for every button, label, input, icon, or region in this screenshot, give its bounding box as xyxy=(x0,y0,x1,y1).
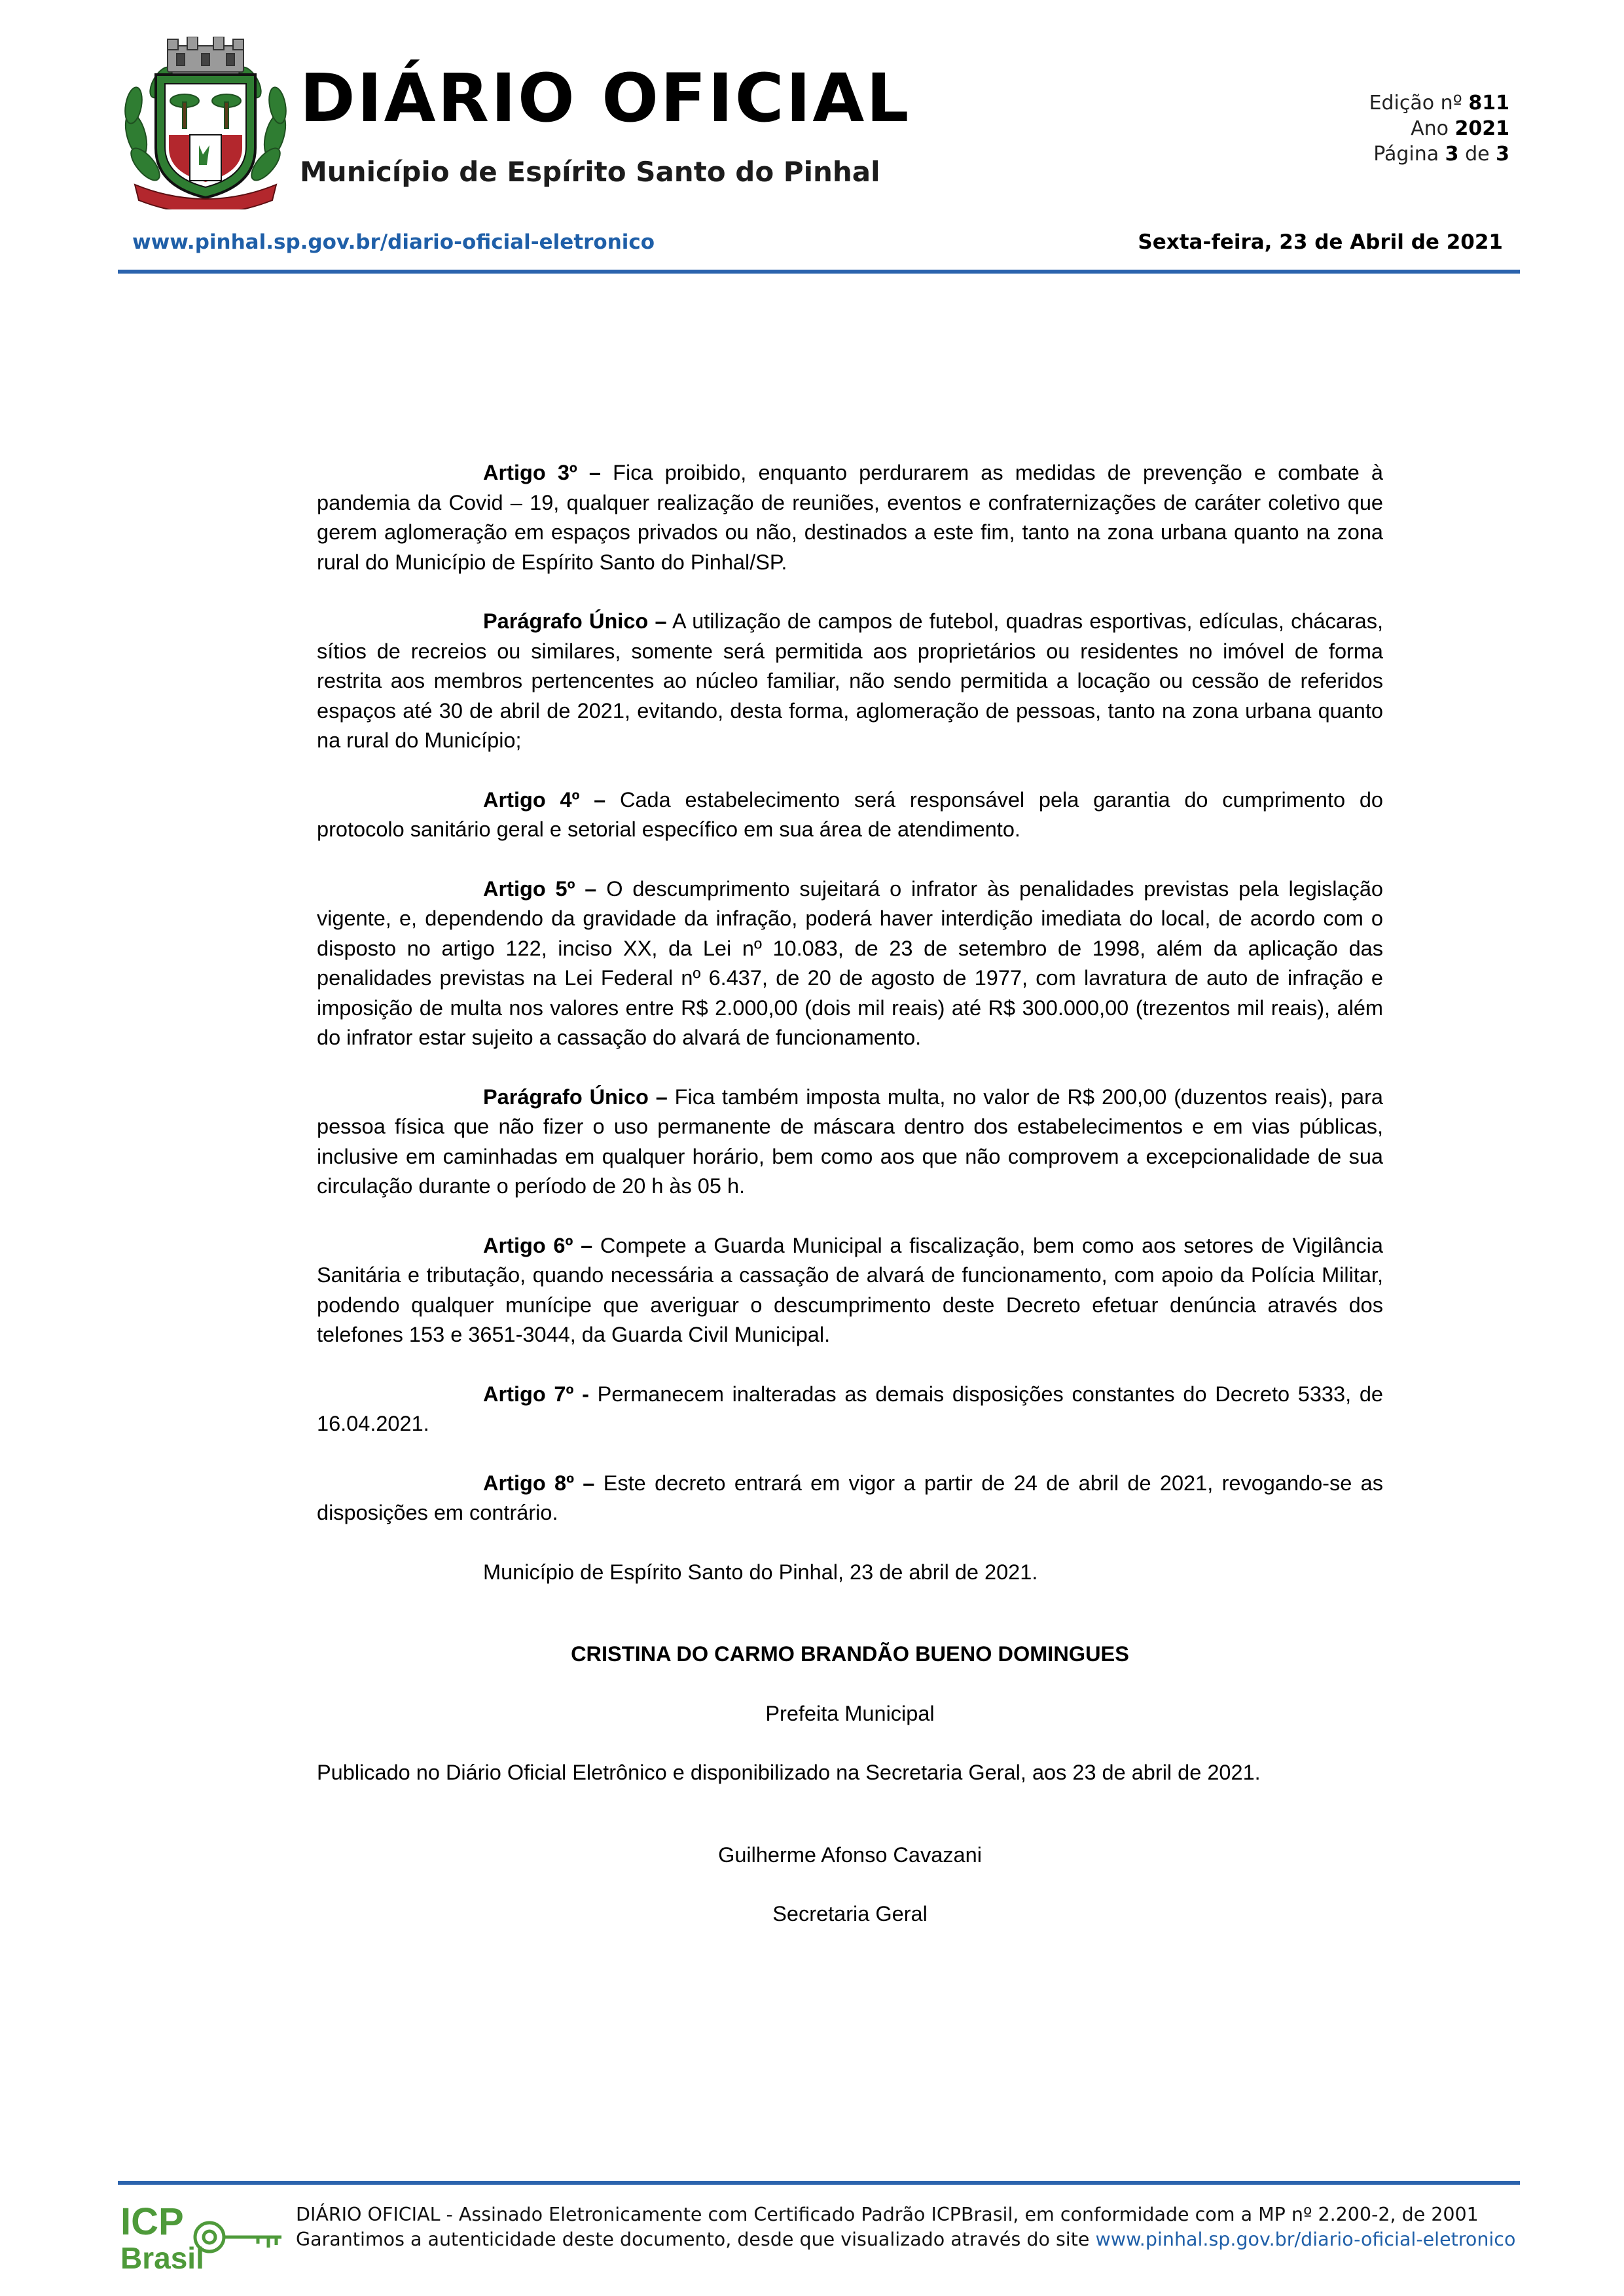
footer-text xyxy=(296,2202,1515,2252)
year-line xyxy=(1369,116,1509,141)
article-7-label: Artigo 7º - xyxy=(483,1382,589,1406)
icp-logo-bottom: Brasil xyxy=(120,2241,204,2272)
footer-line-2-prefix: Garantimos a autenticidade deste documento, desde que visualizado através do site xyxy=(296,2229,1096,2250)
icp-brasil-logo xyxy=(118,2200,288,2272)
publication-date: Sexta-feira, 23 de Abril de 2021 xyxy=(1138,230,1503,254)
article-8-text: Este decreto entrará em vigor a partir de 24 de abril de 2021, revogando-se as disposições em contrário. xyxy=(317,1471,1383,1524)
sole-paragraph-1-label: Parágrafo Único – xyxy=(483,609,667,633)
sole-paragraph-1 xyxy=(317,607,1383,756)
article-3-text: Fica proibido, enquanto perdurarem as medidas de prevenção e combate à pandemia da Covid – 19, qualquer realização de reuniões, eventos e confraternizações de caráter coletivo que gerem aglomeração em espaços privados ou não, destinados a este fim, tanto na zona urbana quanto na zona rural do Município de Espírito Santo do Pinhal/SP. xyxy=(317,461,1384,574)
article-8 xyxy=(317,1469,1383,1528)
signer-role: Prefeita Municipal xyxy=(765,1701,935,1725)
sole-paragraph-2 xyxy=(317,1083,1383,1202)
edition-label: Edição nº xyxy=(1369,92,1462,115)
page-of: de xyxy=(1465,143,1490,166)
footer-site-link[interactable]: www.pinhal.sp.gov.br/diario-oficial-eletronico xyxy=(1095,2229,1516,2250)
article-6-label: Artigo 6º – xyxy=(483,1233,593,1257)
article-3 xyxy=(317,458,1383,577)
article-3-label: Artigo 3º – xyxy=(483,461,601,484)
article-8-label: Artigo 8º – xyxy=(483,1471,595,1495)
article-4-text: Cada estabelecimento será responsável pela garantia do cumprimento do protocolo sanitário geral e setorial específico em sua área de atendimento. xyxy=(317,787,1383,841)
page-line xyxy=(1369,141,1509,167)
article-7 xyxy=(317,1380,1383,1439)
page-label: Página xyxy=(1373,143,1439,166)
sole-paragraph-2-text: Fica também imposta multa, no valor de R$ 200,00 (duzentos reais), para pessoa física que não fizer o uso permanente de máscara dentro dos estabelecimentos e em vias públicas, inclusive em caminhadas em qualquer horário, bem como aos que não comprovem a excepcionalidade de sua circulação durante o período de 20 h às 05 h. xyxy=(317,1085,1384,1198)
article-7-text: Permanecem inalteradas as demais disposições constantes do Decreto 5333, de 16.04.2021. xyxy=(317,1382,1383,1435)
place-date: Município de Espírito Santo do Pinhal, 23 de abril de 2021. xyxy=(483,1560,1038,1584)
sole-paragraph-1-text: A utilização de campos de futebol, quadras esportivas, edículas, chácaras, sítios de recreios ou similares, somente será permitida aos proprietários ou residentes no imóvel de forma restrita aos membros pertencentes ao núcleo familiar, não sendo permitida a locação ou cessão de referidos espaços até 30 de abril de 2021, evitando, desta forma, aglomeração de pessoas, tanto na zona urbana quanto na rural do Município; xyxy=(317,609,1383,752)
article-4-label: Artigo 4º – xyxy=(483,787,606,812)
edition-line xyxy=(1369,90,1509,116)
footer-line-1: DIÁRIO OFICIAL - Assinado Eletronicamente com Certificado Padrão ICPBrasil, em conformidade com a MP nº 2.200-2, de 2001 xyxy=(296,2204,1479,2225)
article-5 xyxy=(317,874,1383,1053)
publication-note: Publicado no Diário Oficial Eletrônico e disponibilizado na Secretaria Geral, aos 23 de abril de 2021. xyxy=(317,1761,1261,1784)
secretary-name: Guilherme Afonso Cavazani xyxy=(718,1842,982,1867)
masthead-title: DIÁRIO OFICIAL xyxy=(300,60,911,137)
signer-name: CRISTINA DO CARMO BRANDÃO BUENO DOMINGUES xyxy=(571,1642,1129,1666)
icp-logo-top: ICP xyxy=(120,2200,184,2243)
secretary-role: Secretaria Geral xyxy=(772,1902,928,1926)
article-5-text: O descumprimento sujeitará o infrator às penalidades previstas pela legislação vigente, e, dependendo da gravidade da infração, poderá haver interdição imediata do local, de acordo com o disposto no artigo 122, inciso XX, da Lei nº 10.083, de 23 de setembro de 1998, além da aplicação das penalidades previstas na Lei Federal nº 6.437, de 20 de agosto de 1977, com lavratura de auto de infração e imposição de multa nos valores entre R$ 2.000,00 (dois mil reais) até R$ 300.000,00 (trezentos mil reais), além do infrator estar sujeito a cassação do alvará de funcionamento. xyxy=(317,876,1383,1049)
year-label: Ano xyxy=(1411,117,1449,140)
footer-line-2 xyxy=(296,2227,1515,2252)
page-current: 3 xyxy=(1445,143,1459,166)
edition-number: 811 xyxy=(1468,92,1509,115)
sole-paragraph-2-label: Parágrafo Único – xyxy=(483,1085,668,1109)
article-4 xyxy=(317,785,1383,845)
edition-info xyxy=(1369,90,1509,167)
page-total: 3 xyxy=(1496,143,1509,166)
municipality-name: Município de Espírito Santo do Pinhal xyxy=(300,156,880,188)
header-site-link[interactable]: www.pinhal.sp.gov.br/diario-oficial-eletronico xyxy=(132,230,655,254)
footer-divider xyxy=(118,2181,1520,2185)
year-value: 2021 xyxy=(1454,117,1509,140)
decree-content xyxy=(317,458,1383,1959)
municipal-crest-logo xyxy=(122,37,289,209)
article-6 xyxy=(317,1231,1383,1350)
header-divider xyxy=(118,270,1520,274)
article-5-label: Artigo 5º – xyxy=(483,876,597,901)
article-6-text: Compete a Guarda Municipal a fiscalização, bem como aos setores de Vigilância Sanitária e tributação, quando necessária a cassação de alvará de funcionamento, com apoio da Polícia Militar, podendo qualquer munícipe que averiguar o descumprimento deste Decreto efetuar denúncia através dos telefones 153 e 3651-3044, da Guarda Civil Municipal. xyxy=(317,1233,1383,1346)
